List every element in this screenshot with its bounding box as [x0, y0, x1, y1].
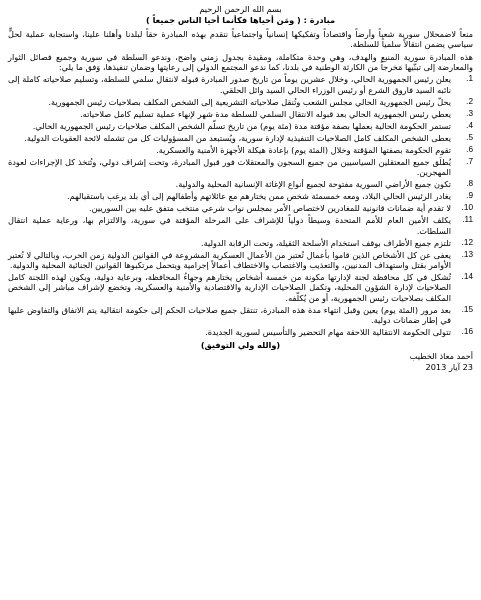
- signature-date: 23 آيار 2013: [425, 361, 473, 372]
- item-number: 13.: [461, 249, 473, 259]
- item-text: تلتزم جميع الأطراف بوقف استخدام الأسلحة الثقيلة، وتحت الرقابة الدولية.: [201, 237, 451, 248]
- list-item: [8, 203, 473, 213]
- initiative-title: مبادرة : ( ومَن أحياها فكأنما أحيا الناس جميعاً ): [145, 15, 336, 26]
- list-item: [8, 272, 473, 303]
- item-text: لا تقدم أية ضمانات قانونية للمغادرين لاختصاص الأمر بمجلس نواب شرعي منتخب متفق عليه بين السوريين.: [89, 203, 451, 214]
- item-number: 14.: [461, 272, 473, 282]
- item-text: يغادر الرئيس الحالي البلاد، ومعه خمسمئة شخص ممن يختارهم مع عائلاتهم وأطفالهم إلى أي بلد يرغب باستقبالهم.: [67, 191, 451, 202]
- item-text: يُطلَق جميع المعتقلين السياسيين من جميع السجون والمعتقلات فور قبول المبادرة، وتحت إشراف دولي، وتُتخذ كل الإجراءات لعودة المهجرين.: [8, 156, 451, 178]
- list-item: [8, 327, 473, 337]
- list-item: [8, 215, 473, 236]
- item-text: يحلّ رئيس الجمهورية الحالي مجلس الشعب وتُنقل صلاحياته التشريعية إلى الشخص المكلف بصلاحيات رئيس الجمهورية.: [48, 96, 451, 107]
- signatory-name: أحمد معاذ الخطيب: [409, 351, 473, 362]
- signature-block: [8, 351, 473, 372]
- item-number: 12.: [461, 237, 473, 247]
- item-number: 8.: [466, 179, 473, 189]
- list-item: [8, 179, 473, 189]
- item-number: 9.: [466, 191, 473, 201]
- list-item: [8, 305, 473, 326]
- item-text: يكلف الأمين العام للأمم المتحدة وسيطاً دولياً للإشراف على المرحلة المؤقتة في سورية، والالتزام بها، ورعاية عملية انتقال السلطات.: [8, 215, 451, 236]
- closing-phrase: (والله ولي التوفيق): [200, 339, 281, 350]
- item-number: 1.: [466, 74, 473, 84]
- item-text: تُشكل في كل محافظة لجنة لإدارتها مكونة من خمسة أشخاص يختارهم وجهاءُ المحافظة، وبرعاية دولية، ويكون لهذه اللجنة كامل الصلاحيات لإدارة الشؤون المحلية، وتكمل الصلاحيات الإدارية والاقتصادية والأمنية والعسكرية، وتخضع لإشراف مباشر إلى الشخص المكلف بصلاحيات رئيس الجمهورية، أو من يُكلّفه.: [8, 272, 451, 303]
- item-text: تكون جميع الأراضي السورية مفتوحة لجميع أنواع الإغاثة الإنسانية المحلية والدولية.: [175, 179, 451, 190]
- list-item: [8, 109, 473, 119]
- list-item: [8, 97, 473, 107]
- item-text: يعطي رئيس الجمهورية الحالي بعد قبوله الانتقال السلمي للسلطة مدة شهر لإنهاء عملية تسليم كامل صلاحياته.: [80, 108, 451, 119]
- item-number: 10.: [461, 203, 473, 213]
- list-item: [8, 238, 473, 248]
- list-item: [8, 250, 473, 271]
- item-number: 16.: [461, 327, 473, 337]
- item-number: 15.: [461, 304, 473, 314]
- item-text: بعد مرور (المئة يوم) يعين وقبل انتهاء مدة هذه المبادرة، تنتقل جميع صلاحيات الحكم إلى حكومة انتقالية يتم الاتفاق والتفاوض عليها في إطار ضمانات دولية.: [8, 304, 451, 326]
- list-item: [8, 191, 473, 201]
- item-text: تتولى الحكومة الانتقالية اللاحقة مهام التحضير والتأسيس لسورية الجديدة.: [205, 327, 451, 338]
- item-number: 4.: [466, 120, 473, 130]
- list-item: [8, 157, 473, 178]
- item-number: 5.: [466, 132, 473, 142]
- item-number: 7.: [466, 156, 473, 166]
- item-text: يعفى عن كل الأشخاص الذين قاموا بأعمال تُعتبر من الأعمال العسكرية المشروعة في القوانين الدولية زمن الحرب، وبالتالي لا تُعتبر الأوامر بقتل واستهداف المدنيين، والتعذيب والاغتصاب والاختطاف أعمالاً إجرامية ويتحمل مرتكبوها القوانين الجنائية المحلية والدولية.: [8, 249, 451, 271]
- item-number: 11.: [462, 215, 473, 225]
- item-number: 2.: [466, 96, 473, 106]
- intro-paragraph-2: هذه المبادرة سورية المنبع والهدف، وهي وحدة متكاملة، ومقيدة بجدول زمني واضح، وندعو السلطة في سورية وجميع فصائل الثوار والمعارضة إلى تبنّيها مَخرجاً من الكارثة الوطنية في بلدنا، كما ندعو المجتمع الدولي إلى رعايتها وضمان تنفيذها، وَفق ما يلي:: [8, 51, 473, 73]
- initiative-items-list: [8, 74, 473, 337]
- list-item: [8, 133, 473, 143]
- item-text: يعطى الشخص المكلف كامل الصلاحيات التنفيذية لإدارة سورية، ويُستبعد من المسؤوليات كل من تشمله لائحة العقوبات الدولية.: [24, 132, 451, 143]
- item-number: 6.: [466, 144, 473, 154]
- item-text: تقوم الحكومة بصفتها المؤقتة وخلال (المئة يوم) بإعادة هيكلة الأجهزة الأمنية والعسكرية.: [156, 144, 451, 155]
- list-item: [8, 145, 473, 155]
- item-text: يعلن رئيس الجمهورية الحالي، وخلال عشرين يوماً من تاريخ صدور المبادرة قبوله لانتقال سلمي للسلطة، وتسليم صلاحياته كاملة إلى نائبه السيد فاروق الشرع أو رئيس الوزراء الحالي السيد وائل الحلقي.: [8, 74, 451, 95]
- item-text: تستمر الحكومة الحالية بعملها بصفة مؤقتة مدة (مئة يوم) من تاريخ تسلّم الشخص المكلف صلاحيات رئيس الجمهورية الحالي.: [32, 120, 451, 131]
- list-item: [8, 74, 473, 95]
- list-item: [8, 121, 473, 131]
- bismillah-heading: بسم الله الرحمن الرحيم: [199, 4, 282, 14]
- item-number: 3.: [466, 108, 473, 118]
- intro-paragraph-1: منعاً لاضمحلال سورية شعباً وأرضاً واقتصاداً وتفكيكها إنسانياً واجتماعياً نتقدم بهذه المبادرة حقاً لبلدنا وأهلنا علينا، واستجابة عملية لحلٍّ سياسي يضمن انتقالاً سلمياً للسلطة.: [8, 28, 473, 50]
